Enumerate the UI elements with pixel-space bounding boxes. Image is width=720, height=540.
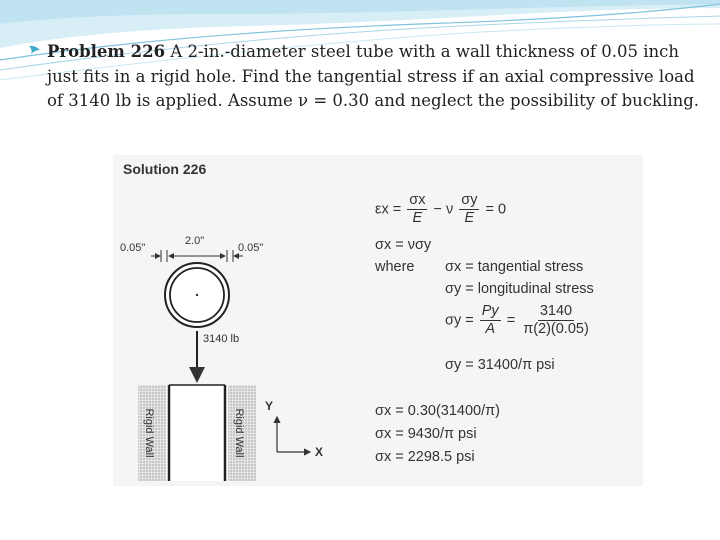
solution-figure <box>113 155 643 486</box>
equation-2: σx = νσy <box>375 237 432 253</box>
equation-7-result: σx = 2298.5 psi <box>375 449 475 465</box>
dim-right-label: 0.05" <box>238 242 264 254</box>
rigid-wall-right-label: Rigid Wall <box>233 408 245 458</box>
equation-6: σx = 9430/π psi <box>375 426 477 442</box>
y-axis-label: Y <box>265 399 274 413</box>
dim-diameter-label: 2.0" <box>185 235 205 247</box>
problem-text: A 2-in.-diameter steel tube with a wall thickness of 0.05 inch just fits in a rigid hole. Find the tangential stress if an axial compressive load of 3140 lb is applied. Assume ν = 0.30 and neglect the possibility of buckling. <box>47 42 700 110</box>
equation-4: σy = 31400/π psi <box>445 357 555 373</box>
x-axis-label: X <box>315 445 324 459</box>
problem-statement <box>28 40 708 114</box>
bullet-icon <box>28 44 42 58</box>
where-label: where <box>375 259 415 275</box>
dim-left-label: 0.05" <box>120 242 146 254</box>
strain-equation: εx = $\frac{\sigma x}{E}$ − ν $\frac{\sigma y}{E}$ = 0 <box>375 192 507 226</box>
equation-5: σx = 0.30(31400/π) <box>375 403 500 419</box>
rigid-wall-left-label: Rigid Wall <box>143 408 155 458</box>
where-tangential: σx = tangential stress <box>445 259 584 275</box>
load-label: 3140 lb <box>203 333 240 345</box>
solution-title: Solution 226 <box>123 161 207 177</box>
stress-equation: σy = $\frac{Py}{A}$ = $\frac{3140}{\pi(2)(0.05)}$ <box>445 303 589 337</box>
where-longitudinal: σy = longitudinal stress <box>445 281 594 297</box>
problem-label: Problem 226 <box>47 42 166 61</box>
